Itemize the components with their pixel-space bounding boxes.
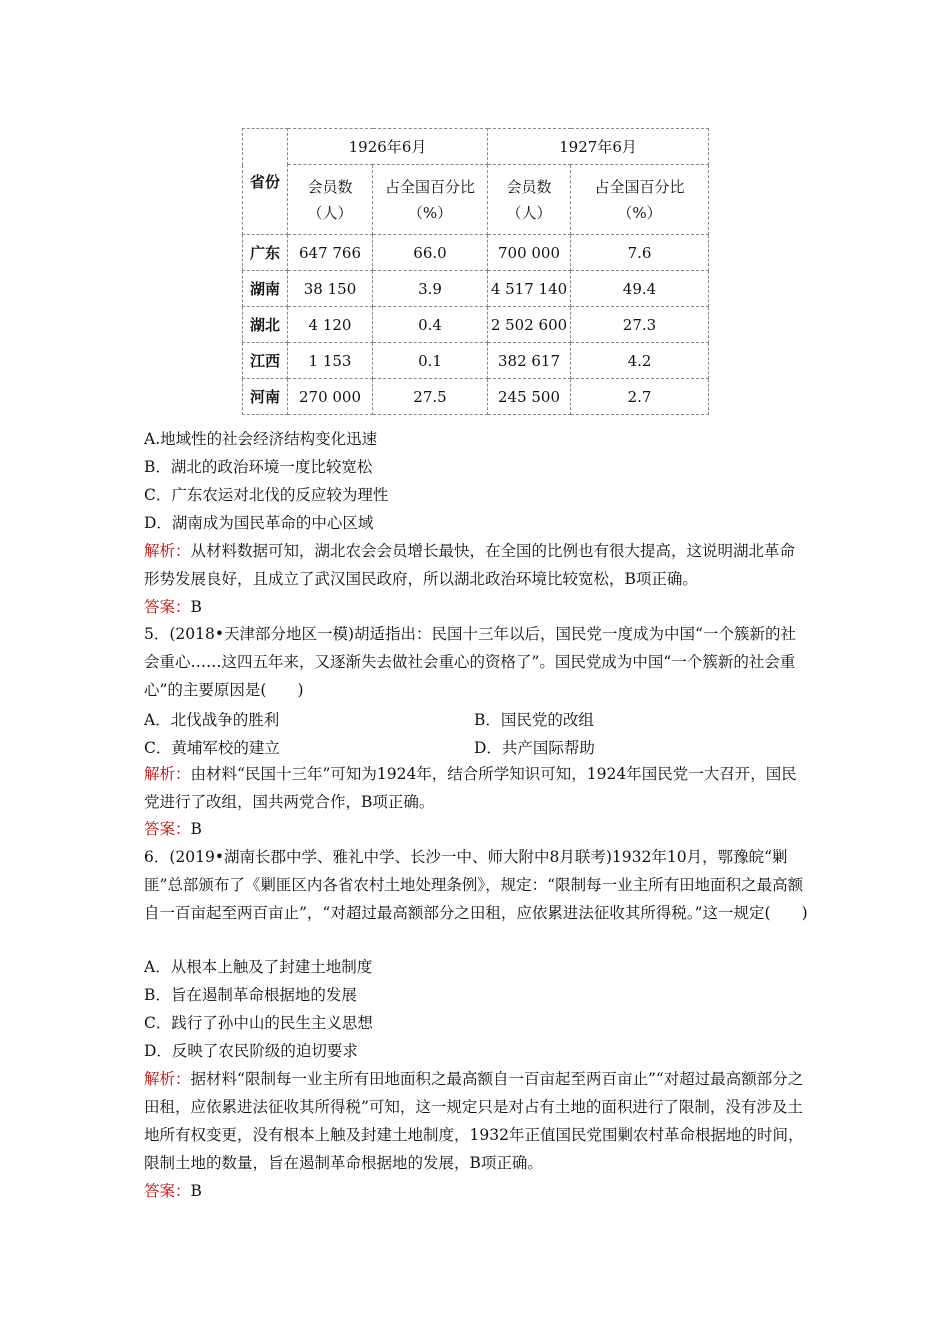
analysis-text: 由材料“民国十三年”可知为1924年，结合所学知识可知，1924年国民党一大召开，国民党进行了改组，国共两党合作，B项正确。	[144, 765, 797, 811]
table-row	[243, 271, 709, 307]
q6-option-a: A．从根本上触及了封建土地制度	[144, 958, 373, 976]
table-cell: 2 502 600	[488, 307, 571, 343]
table-cell: 0.4	[373, 307, 488, 343]
q5-stem: 5．(2018•天津部分地区一模)胡适指出：民国十三年以后，国民党一度成为中国“一个簇新的社会重心……这四五年来，又逐渐失去做社会重心的资格了”。国民党成为中国“一个簇新的社会重心”的主要原因是( )	[144, 625, 796, 699]
q5-analysis	[144, 760, 810, 816]
q6-option-d: D．反映了农民阶级的迫切要求	[144, 1042, 358, 1060]
answer-value: B	[190, 820, 202, 838]
col-percent-1926: 占全国百分比 （%）	[373, 165, 488, 235]
col-members-1926: 会员数 （人）	[288, 165, 373, 235]
table-cell: 49.4	[571, 271, 709, 307]
answer-label: 答案：	[144, 1182, 191, 1200]
table-cell: 3.9	[373, 271, 488, 307]
q6-option-c: C．践行了孙中山的民生主义思想	[144, 1014, 373, 1032]
table-cell: 4.2	[571, 343, 709, 379]
table-cell: 647 766	[288, 235, 373, 271]
q4-option-b: B．湖北的政治环境一度比较宽松	[144, 458, 373, 476]
table-cell: 7.6	[571, 235, 709, 271]
q5-option-d: D．共产国际帮助	[474, 739, 595, 757]
period-1927-header: 1927年6月	[488, 129, 709, 165]
province-cell: 湖南	[243, 271, 288, 307]
col-percent-1927: 占全国百分比 （%）	[571, 165, 709, 235]
table-row	[243, 235, 709, 271]
table-row	[243, 379, 709, 415]
table-cell: 2.7	[571, 379, 709, 415]
q5-option-a: A．北伐战争的胜利	[144, 711, 280, 729]
table-cell: 38 150	[288, 271, 373, 307]
q5-option-b: B．国民党的改组	[474, 711, 594, 729]
province-cell: 江西	[243, 343, 288, 379]
province-header: 省份	[243, 129, 288, 235]
table-cell: 27.3	[571, 307, 709, 343]
table-cell: 0.1	[373, 343, 488, 379]
analysis-text: 从材料数据可知，湖北农会会员增长最快，在全国的比例也有很大提高，这说明湖北革命形势发展良好，且成立了武汉国民政府，所以湖北政治环境比较宽松，B项正确。	[144, 542, 796, 588]
table-cell: 382 617	[488, 343, 571, 379]
answer-label: 答案：	[144, 820, 191, 838]
analysis-label: 解析：	[144, 542, 191, 560]
analysis-text: 据材料“限制每一业主所有田地面积之最高额自一百亩起至两百亩止”“对超过最高额部分之田租，应依累进法征收其所得税”可知，这一规定只是对占有土地的面积进行了限制，没有涉及土地所有权变更，没有根本上触及封建土地制度，1932年正值国民党围剿农村革命根据地的时间，限制土地的数量，旨在遏制革命根据地的发展，B项正确。	[144, 1070, 804, 1172]
q6-stem: 6．(2019•湖南长郡中学、雅礼中学、长沙一中、师大附中8月联考)1932年10月，鄂豫皖“剿匪”总部颁布了《剿匪区内各省农村土地处理条例》，规定：“限制每一业主所有田地面积之最高额自一百亩起至两百亩止”，“对超过最高额部分之田租，应依累进法征收其所得税。”这一规定( )	[144, 848, 808, 922]
analysis-label: 解析：	[144, 1070, 191, 1088]
table-cell: 270 000	[288, 379, 373, 415]
q5-answer	[144, 819, 202, 839]
table-row	[243, 307, 709, 343]
q6-answer	[144, 1181, 202, 1201]
table-cell: 700 000	[488, 235, 571, 271]
table-cell: 1 153	[288, 343, 373, 379]
q6-analysis	[144, 1065, 810, 1177]
answer-value: B	[190, 1182, 202, 1200]
analysis-label: 解析：	[144, 765, 191, 783]
table-cell: 245 500	[488, 379, 571, 415]
answer-label: 答案：	[144, 598, 191, 616]
province-cell: 广东	[243, 235, 288, 271]
q6-option-b: B．旨在遏制革命根据地的发展	[144, 986, 357, 1004]
q4-option-d: D．湖南成为国民革命的中心区域	[144, 514, 374, 532]
period-1926-header: 1926年6月	[288, 129, 488, 165]
province-cell: 湖北	[243, 307, 288, 343]
province-cell: 河南	[243, 379, 288, 415]
col-members-1927: 会员数 （人）	[488, 165, 571, 235]
table-cell: 66.0	[373, 235, 488, 271]
answer-value: B	[190, 598, 202, 616]
membership-table	[242, 128, 709, 415]
q4-answer	[144, 597, 202, 617]
table-row	[243, 343, 709, 379]
q5-option-c: C．黄埔军校的建立	[144, 739, 280, 757]
table-cell: 4 517 140	[488, 271, 571, 307]
q4-option-c: C．广东农运对北伐的反应较为理性	[144, 486, 389, 504]
table-cell: 27.5	[373, 379, 488, 415]
table-cell: 4 120	[288, 307, 373, 343]
q4-option-a: A.地域性的社会经济结构变化迅速	[144, 430, 378, 448]
q4-analysis	[144, 537, 810, 593]
